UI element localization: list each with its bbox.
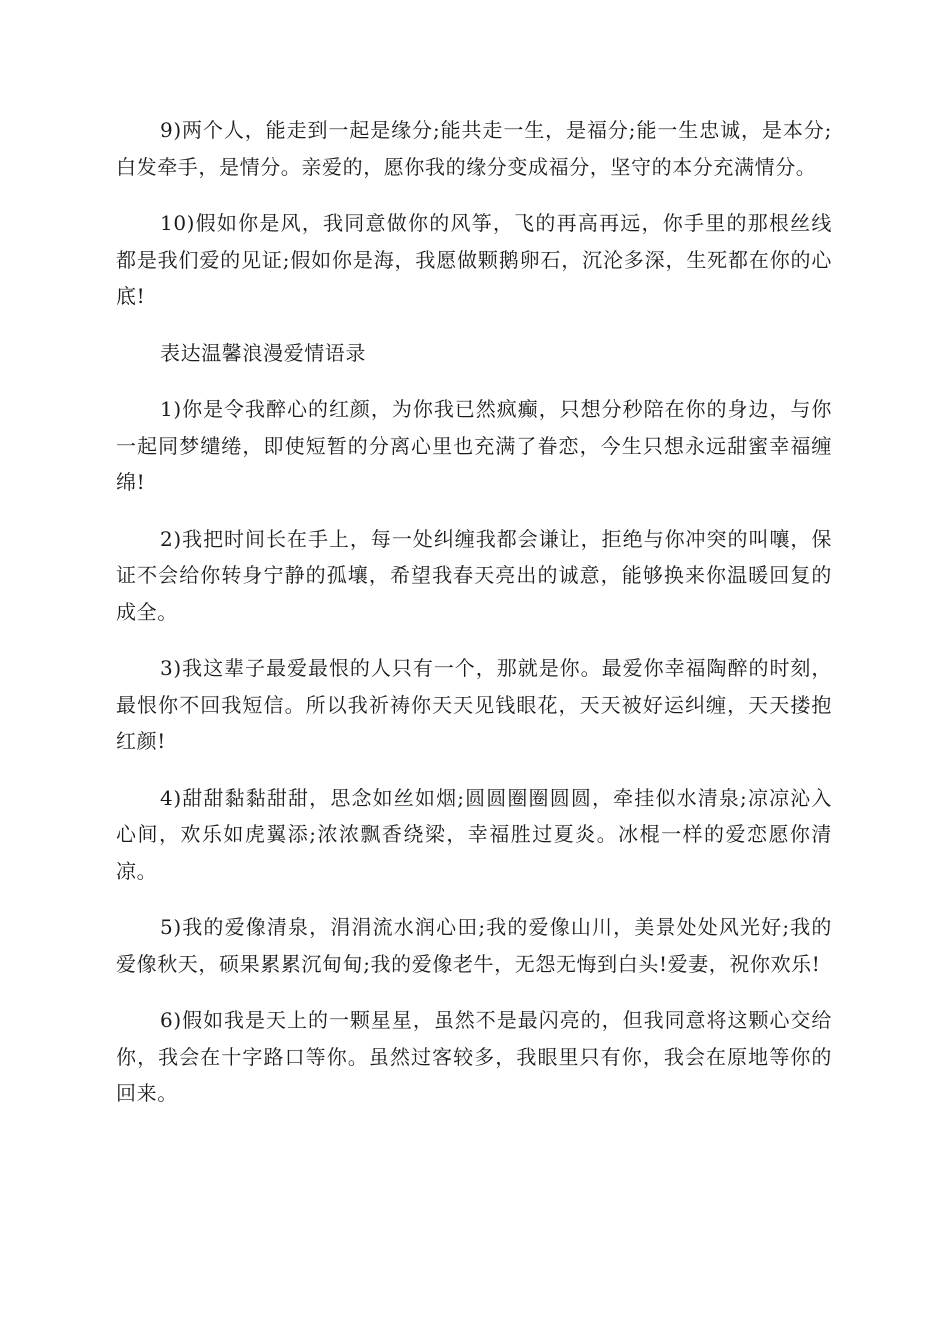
section-heading: 表达温馨浪漫爱情语录 xyxy=(160,340,366,365)
paragraph-1: 1)你是令我醉心的红颜，为你我已然疯癫，只想分秒陪在你的身边，与你一起同梦缱绻，即使短暂的分离心里也充满了眷恋，今生只想永远甜蜜幸福缠绵! xyxy=(116,397,832,494)
paragraph-9: 9)两个人，能走到一起是缘分;能共走一生，是福分;能一生忠诚，是本分;白发牵手，是情分。亲爱的，愿你我的缘分变成福分，坚守的本分充满情分。 xyxy=(116,118,832,179)
paragraph-2: 2)我把时间长在手上，每一处纠缠我都会谦让，拒绝与你冲突的叫嚷，保证不会给你转身宁静的孤壤，希望我春天亮出的诚意，能够换来你温暖回复的成全。 xyxy=(116,526,832,624)
paragraph-5: 5)我的爱像清泉，涓涓流水润心田;我的爱像山川，美景处处风光好;我的爱像秋天，硕果累累沉甸甸;我的爱像老牛，无怨无悔到白头!爱妻，祝你欢乐! xyxy=(116,915,832,976)
document-page xyxy=(116,112,832,1132)
paragraph-6: 6)假如我是天上的一颗星星，虽然不是最闪亮的，但我同意将这颗心交给你，我会在十字路口等你。虽然过客较多，我眼里只有你，我会在原地等你的回来。 xyxy=(116,1008,832,1105)
paragraph-3: 3)我这辈子最爱最恨的人只有一个，那就是你。最爱你幸福陶醉的时刻，最恨你不回我短信。所以我祈祷你天天见钱眼花，天天被好运纠缠，天天搂抱红颜! xyxy=(116,656,832,753)
paragraph-10: 10)假如你是风，我同意做你的风筝，飞的再高再远，你手里的那根丝线都是我们爱的见证;假如你是海，我愿做颗鹅卵石，沉沦多深，生死都在你的心底! xyxy=(116,211,832,308)
paragraph-4: 4)甜甜黏黏甜甜，思念如丝如烟;圆圆圈圈圆圆，牵挂似水清泉;凉凉沁入心间，欢乐如虎翼添;浓浓飘香绕梁，幸福胜过夏炎。冰棍一样的爱恋愿你清凉。 xyxy=(116,785,832,883)
